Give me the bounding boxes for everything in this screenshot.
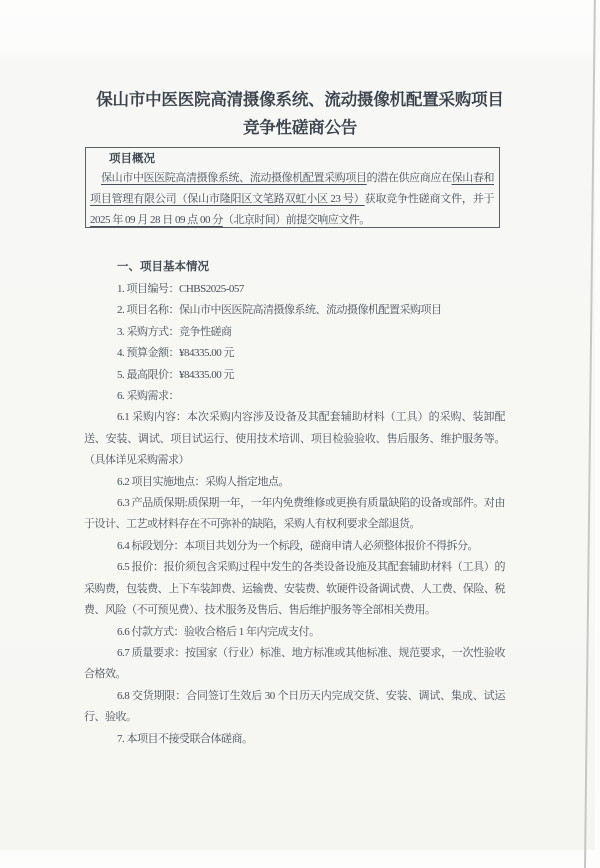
underlined-text-segment: 2025 年 09 月 28 日 09 点 00 分 bbox=[90, 213, 223, 226]
item-procurement-content: 6.1 采购内容：本次采购内容涉及设备及其配套辅助材料（工具）的采购、装卸配送、安装、调试、项目试运行、使用技术培训、项目检验验收、售后服务、维护服务等。（具体详见采购需求） bbox=[84, 411, 505, 467]
item-warranty: 6.3 产品质保期:质保期一年，一年内免费维修或更换有质量缺陷的设备或部件。对由于设计、工艺或材料存在不可弥补的缺陷，采购人有权利要求全部退货。 bbox=[84, 497, 505, 531]
item-project-number: 1. 项目编号：CHBS2025-057 bbox=[117, 283, 244, 295]
underlined-text-segment: 保山春和项目管理有限公司（保山市隆阳区文笔路双虹小区 23 号） bbox=[90, 172, 494, 205]
item-implementation-site: 6.2 项目实施地点：采购人指定地点。 bbox=[117, 475, 289, 488]
item-payment-terms: 6.6 付款方式：验收合格后 1 年内完成支付。 bbox=[117, 625, 320, 638]
item-procurement-method: 3. 采购方式：竞争性磋商 bbox=[117, 325, 232, 338]
text-segment: （北京时间）前提交响应文件。 bbox=[222, 213, 370, 226]
document-body bbox=[84, 259, 505, 750]
document-title-line-1: 保山市中医医院高清摄像系统、流动摄像机配置采购项目 bbox=[96, 90, 504, 109]
overview-heading: 项目概况 bbox=[109, 153, 155, 165]
item-quality-requirement: 6.7 质量要求：按国家（行业）标准、地方标准或其他标准、规范要求，一次性验收合格效。 bbox=[84, 646, 505, 681]
section-1-heading: 一、项目基本情况 bbox=[117, 261, 209, 273]
item-delivery-deadline: 6.8 交货期限：合同签订生效后 30 个日历天内完成交货、安装、调试、集成、试运行、验收。 bbox=[84, 689, 505, 724]
item-quotation: 6.5 报价：报价须包含采购过程中发生的各类设备设施及其配套辅助材料（工具）的采购费，包装费、上下车装卸费、运输费、安装费、软硬件设备调试费、人工费、保险、税费、风险（不可预见费）、技术服务及售后、售后维护服务等全部相关费用。 bbox=[84, 561, 505, 617]
project-overview-box bbox=[85, 147, 500, 228]
item-no-consortium: 7. 本项目不接受联合体磋商。 bbox=[117, 732, 253, 745]
item-budget-amount: 4. 预算金额：¥84335.00 元 bbox=[117, 347, 234, 360]
item-procurement-demand: 6. 采购需求： bbox=[117, 390, 179, 403]
text-segment: 获取竞争性磋商文件，并于 bbox=[364, 192, 495, 205]
text-segment: 的潜在供应商应在 bbox=[366, 172, 452, 184]
underlined-text-segment: 保山市中医医院高清摄像系统、流动摄像机配置采购项目 bbox=[101, 172, 367, 184]
item-max-price: 5. 最高限价：¥84335.00 元 bbox=[117, 368, 234, 381]
overview-paragraph bbox=[90, 168, 494, 230]
item-lot-division: 6.4 标段划分：本项目共划分为一个标段，磋商申请人必须整体报价不得拆分。 bbox=[117, 539, 478, 552]
document-title-line-2: 竞争性磋商公告 bbox=[242, 118, 358, 137]
item-project-name: 2. 项目名称：保山市中医医院高清摄像系统、流动摄像机配置采购项目 bbox=[117, 304, 442, 317]
